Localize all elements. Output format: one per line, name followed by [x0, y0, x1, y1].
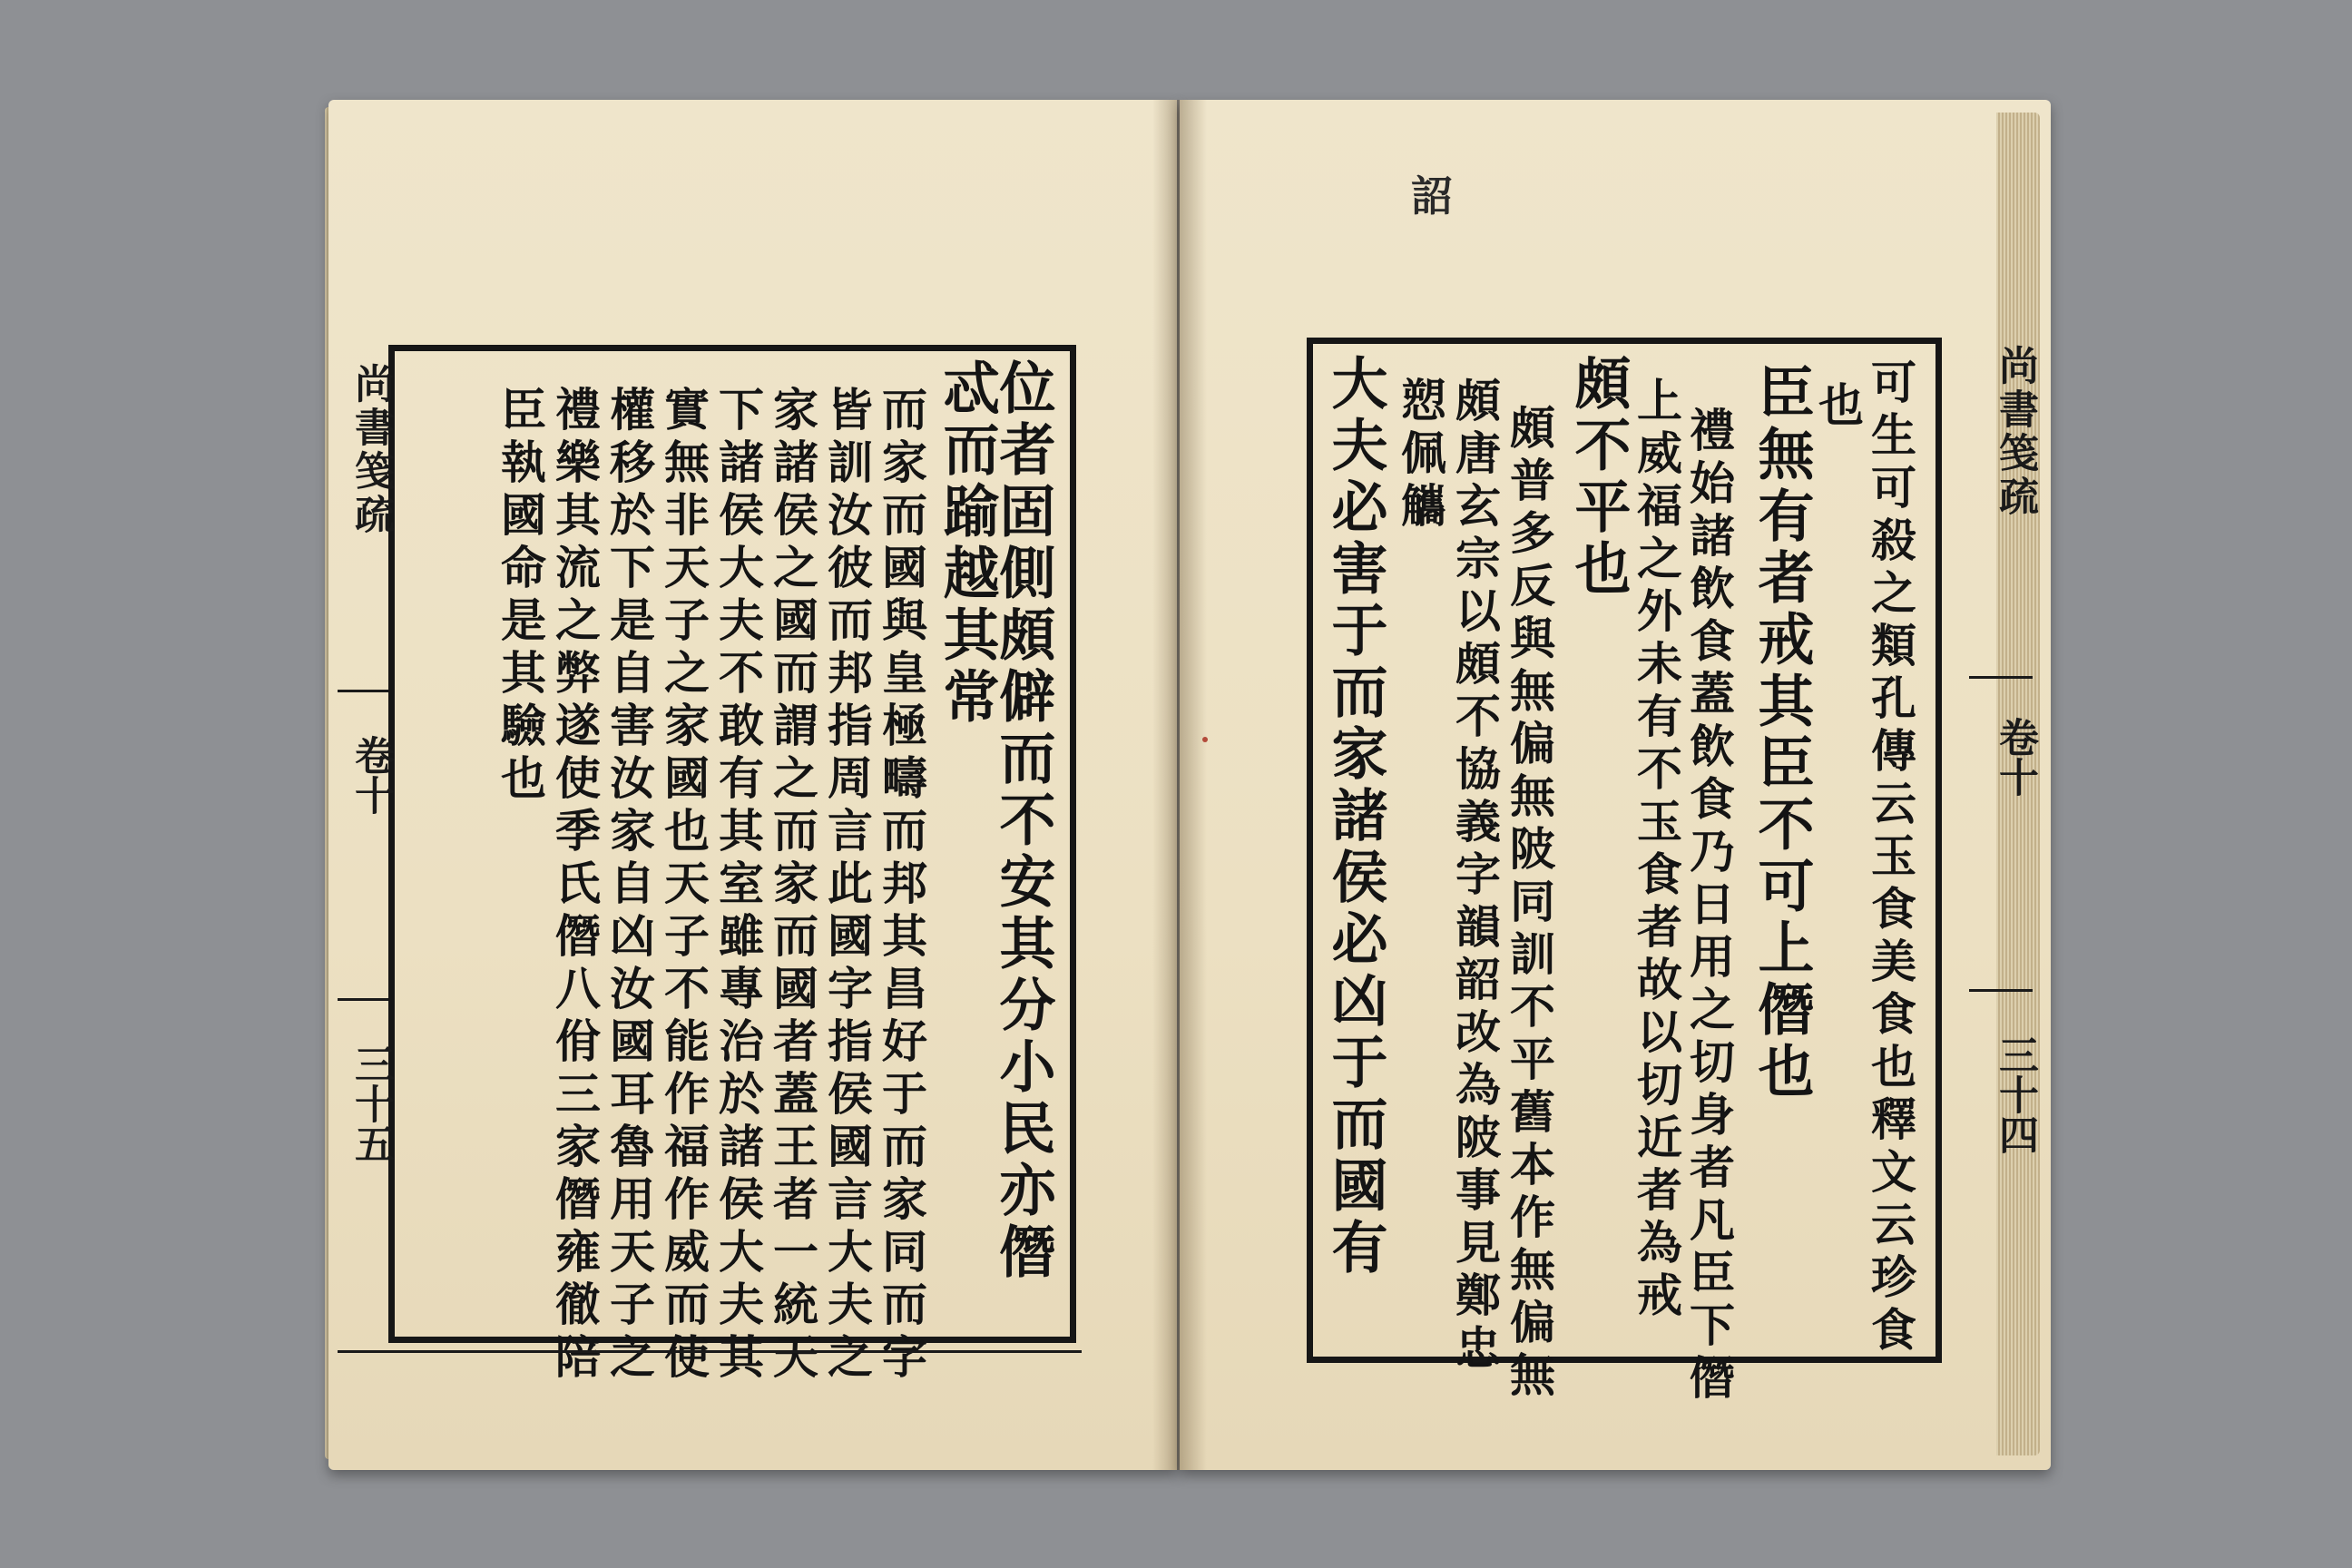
right-col-5: 上威福之外未有不玉食者故以切近者為戒: [1630, 377, 1683, 1324]
right-col-2: 也: [1811, 381, 1865, 434]
left-col-9: 禮樂其流之弊遂使季氏僭八佾三家僭雍徹陪: [548, 386, 602, 1386]
page-header-char: 詔: [1411, 172, 1453, 220]
left-col-10: 臣執國命是其驗也: [494, 386, 547, 807]
left-col-4: 皆訓汝彼而邦指周言此國字指侯國言大夫之: [820, 386, 874, 1386]
right-margin-rule-top: [1969, 676, 2033, 679]
left-margin-title: 尚書笺疏: [348, 363, 394, 537]
right-col-7: 頗普多反與無偏無陂同訓不平舊本作無偏無: [1503, 404, 1556, 1404]
left-margin-page: 三十五: [348, 1044, 394, 1163]
left-col-6: 下諸侯大夫不敢有其室雖專治於諸侯大夫其: [711, 386, 765, 1386]
right-margin-rule-bottom: [1969, 989, 2033, 992]
right-col-3: 臣無有者戒其臣不可上僭也: [1749, 363, 1815, 1103]
left-margin-rule-top: [338, 690, 388, 692]
right-col-4: 禮始諸飲食蓋飲食乃日用之切身者凡臣下僭: [1682, 407, 1736, 1406]
right-col-8: 頗唐玄宗以頗不協義字韻韶改為陂事見鄭忠: [1448, 377, 1502, 1377]
book-gutter: [1152, 100, 1207, 1470]
right-margin-page: 三十四: [1992, 1034, 2038, 1154]
left-col-7: 實無非天子之家國也天子不能作福作威而使: [657, 386, 710, 1386]
left-col-5: 家諸侯之國而謂之而家而國者蓋王者一統天: [766, 386, 819, 1386]
right-margin-title: 尚書笺疏: [1992, 345, 2038, 519]
left-col-3: 而家而國與皇極疇而邦其昌好于而家同而字: [875, 386, 928, 1386]
right-col-1: 可生可殺之類孔傳云玉食美食也釋文云珍食: [1864, 358, 1917, 1358]
right-margin-volume: 卷十: [1992, 717, 2038, 797]
right-col-10: 大夫必害于而家諸侯必凶于而國有: [1322, 354, 1388, 1279]
right-col-6: 頗不平也: [1565, 354, 1632, 601]
left-col-2: 忒而踰越其常: [934, 358, 1000, 729]
left-margin-volume: 卷十: [348, 735, 394, 815]
left-col-1: 位者固側頗僻而不安其分小民亦僭: [990, 358, 1056, 1284]
right-col-9: 愬佩觿: [1394, 377, 1447, 534]
left-bottom-rule: [338, 1350, 1082, 1353]
left-col-8: 權移於下是自害汝家自凶汝國耳魯用天子之: [603, 386, 656, 1386]
red-ink-mark: [1202, 737, 1208, 742]
left-margin-rule-bottom: [338, 998, 388, 1001]
